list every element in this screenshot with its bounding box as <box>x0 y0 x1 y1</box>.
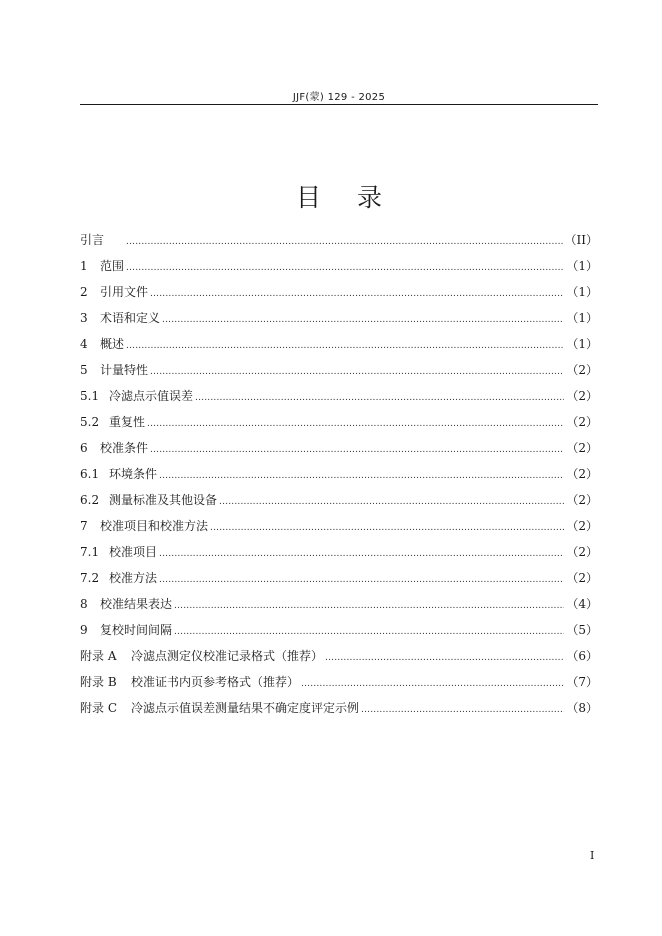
toc-entry-results[interactable] <box>80 591 598 617</box>
toc-entry-overview[interactable] <box>80 331 598 357</box>
toc-entry-number: 7.2 <box>80 571 100 585</box>
dot-leader <box>150 281 564 307</box>
toc-entry-page: （2） <box>566 441 598 455</box>
toc-entry-number: 5.1 <box>80 389 100 403</box>
toc-entry-references[interactable] <box>80 279 598 305</box>
toc-entry-title: 校准方法 <box>109 571 158 585</box>
toc-entry-conditions[interactable] <box>80 435 598 461</box>
running-header: JJF(蒙) 129 - 2025 <box>292 92 386 103</box>
toc-entry-page: （4） <box>566 597 598 611</box>
dot-leader <box>126 229 563 255</box>
toc-entry-title: 复校时间间隔 <box>100 623 173 637</box>
toc-entry-5-2[interactable] <box>80 409 598 435</box>
toc-entry-number: 6.2 <box>80 493 100 507</box>
dot-leader <box>361 697 564 723</box>
toc-entry-number: 5 <box>80 363 88 377</box>
toc-entry-number: 附录 A <box>80 649 117 663</box>
toc-entry-title: 术语和定义 <box>100 311 161 325</box>
toc-entry-page: （5） <box>566 623 598 637</box>
toc-entry-title: 校准项目 <box>109 545 158 559</box>
dot-leader <box>159 463 564 489</box>
toc-entry-terms[interactable] <box>80 305 598 331</box>
dot-leader <box>325 645 564 671</box>
dot-leader <box>301 671 564 697</box>
toc-entry-number: 附录 B <box>80 675 117 689</box>
toc-entry-title: 冷滤点示值误差 <box>109 389 194 403</box>
table-of-contents <box>80 227 598 721</box>
page-number: I <box>590 849 595 862</box>
toc-entry-number: 4 <box>80 337 88 351</box>
toc-entry-number: 2 <box>80 285 88 299</box>
toc-entry-metrology[interactable] <box>80 357 598 383</box>
toc-entry-title: 校准结果表达 <box>100 597 173 611</box>
toc-entry-scope[interactable] <box>80 253 598 279</box>
dot-leader <box>174 593 564 619</box>
dot-leader <box>159 541 564 567</box>
toc-entry-page: （2） <box>566 363 598 377</box>
toc-entry-title: 校准条件 <box>100 441 149 455</box>
toc-entry-title: 引言 <box>80 233 105 247</box>
toc-entry-appendix-a[interactable] <box>80 643 598 669</box>
toc-entry-page: （2） <box>566 415 598 429</box>
toc-entry-number: 3 <box>80 311 88 325</box>
toc-entry-appendix-b[interactable] <box>80 669 598 695</box>
dot-leader <box>162 307 564 333</box>
page-title: 目 录 <box>296 183 396 212</box>
dot-leader <box>195 385 564 411</box>
toc-entry-title: 概述 <box>100 337 125 351</box>
toc-entry-page: （II） <box>564 233 598 247</box>
toc-entry-title: 校准证书内页参考格式（推荐） <box>131 675 300 689</box>
toc-entry-foreword[interactable] <box>80 227 598 253</box>
toc-entry-title: 范围 <box>100 259 125 273</box>
dot-leader <box>126 255 564 281</box>
dot-leader <box>150 359 564 385</box>
toc-entry-number: 附录 C <box>80 701 117 715</box>
toc-entry-number: 5.2 <box>80 415 100 429</box>
dot-leader <box>174 619 564 645</box>
toc-entry-page: （1） <box>566 311 598 325</box>
toc-entry-page: （7） <box>566 675 598 689</box>
dot-leader <box>210 515 564 541</box>
toc-entry-items-methods[interactable] <box>80 513 598 539</box>
dot-leader <box>150 437 564 463</box>
toc-entry-title: 测量标准及其他设备 <box>109 493 218 507</box>
toc-entry-page: （1） <box>566 285 598 299</box>
toc-entry-number: 1 <box>80 259 88 273</box>
toc-entry-number: 6 <box>80 441 88 455</box>
toc-entry-page: （8） <box>566 701 598 715</box>
toc-entry-title: 计量特性 <box>100 363 149 377</box>
toc-entry-page: （1） <box>566 337 598 351</box>
dot-leader <box>147 411 564 437</box>
toc-entry-5-1[interactable] <box>80 383 598 409</box>
dot-leader <box>159 567 564 593</box>
toc-entry-page: （2） <box>566 571 598 585</box>
toc-entry-page: （2） <box>566 519 598 533</box>
toc-entry-page: （2） <box>566 467 598 481</box>
dot-leader <box>126 333 564 359</box>
toc-entry-page: （6） <box>566 649 598 663</box>
toc-entry-page: （1） <box>566 259 598 273</box>
toc-entry-title: 冷滤点测定仪校准记录格式（推荐） <box>131 649 324 663</box>
header-divider <box>80 104 598 105</box>
toc-entry-page: （2） <box>566 389 598 403</box>
toc-entry-appendix-c[interactable] <box>80 695 598 721</box>
toc-entry-title: 校准项目和校准方法 <box>100 519 209 533</box>
toc-entry-number: 8 <box>80 597 88 611</box>
toc-entry-number: 7 <box>80 519 88 533</box>
toc-entry-number: 9 <box>80 623 88 637</box>
toc-entry-6-1[interactable] <box>80 461 598 487</box>
toc-entry-title: 冷滤点示值误差测量结果不确定度评定示例 <box>131 701 360 715</box>
toc-entry-interval[interactable] <box>80 617 598 643</box>
toc-entry-6-2[interactable] <box>80 487 598 513</box>
dot-leader <box>219 489 564 515</box>
toc-entry-title: 重复性 <box>109 415 146 429</box>
toc-entry-number: 7.1 <box>80 545 100 559</box>
toc-entry-7-2[interactable] <box>80 565 598 591</box>
toc-entry-title: 引用文件 <box>100 285 149 299</box>
toc-entry-title: 环境条件 <box>109 467 158 481</box>
toc-entry-page: （2） <box>566 545 598 559</box>
toc-entry-page: （2） <box>566 493 598 507</box>
toc-entry-number: 6.1 <box>80 467 100 481</box>
toc-entry-7-1[interactable] <box>80 539 598 565</box>
